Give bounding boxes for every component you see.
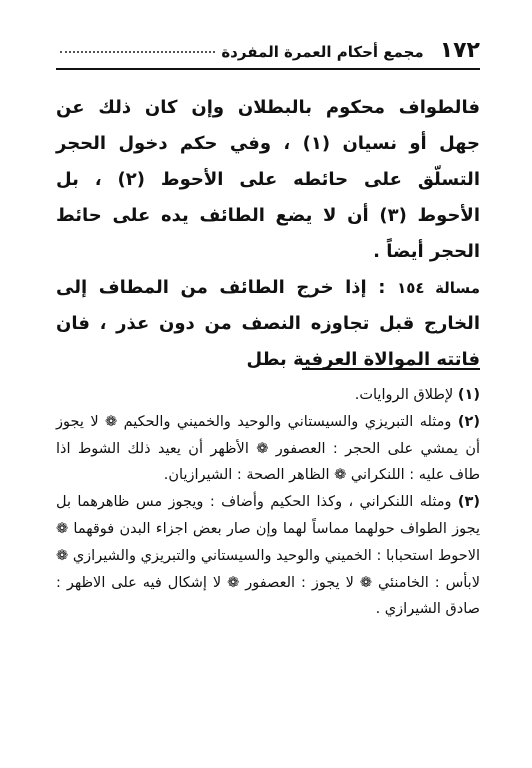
footnote-text: لإطلاق الروايات.: [354, 387, 454, 403]
footnote-1: [56, 382, 480, 409]
footnote-2: [56, 409, 480, 489]
footnote-text: ومثله اللنكراني ، وكذا الحكيم وأضاف : ويجوز مس ظاهرهما بل يجوز الطواف حولهما مماساً لهما وإن صار بعض اجزاء البدن فوقهما ❁ الاحوط استحبابا : الخميني والوحيد والسيستاني والتبريزي والشيرازي ❁ لابأس : الخامنئي ❁ لا يجوز : العصفور ❁ لا إشكال فيه على الاظهر : صادق الشيرازي .: [56, 494, 480, 618]
issue-label: مسالة ١٥٤: [397, 279, 480, 297]
main-paragraph: فالطواف محكوم بالبطلان وإن كان ذلك عن جهل أو نسيان (١) ، وفي حكم دخول الحجر التسلّق على حائطه على الأحوط (٢) ، بل الأحوط (٣) أن لا يضع الطائف يده على حائط الحجر أيضاً .: [56, 97, 480, 262]
issue-text: : إذا خرج الطائف من المطاف إلى الخارج قبل تجاوزه النصف من دون عذر ، فان فاتته الموالاة العرفية بطل: [56, 277, 480, 370]
page-number: ١٧٢: [439, 38, 480, 63]
issue-paragraph: [56, 270, 480, 378]
footnote-text: ومثله التبريزي والسيستاني والوحيد والخميني والحكيم ❁ لا يجوز أن يمشي على الحجر : العصفور ❁ الأظهر أن يعيد ذلك الشوط اذا طاف عليه : اللنكراني ❁ الظاهر الصحة : الشيرازيان.: [56, 413, 480, 484]
footnote-separator: [302, 368, 480, 370]
footnotes: [56, 382, 480, 623]
running-title: مجمع أحكام العمرة المفردة: [221, 43, 424, 61]
footnote-3: [56, 489, 480, 623]
footnote-number: (٣): [457, 494, 481, 511]
header-dotted-leader: [60, 51, 215, 53]
footnote-number: (٢): [457, 413, 480, 430]
footnote-number: (١): [457, 387, 480, 403]
main-text: [56, 90, 480, 378]
page-header: [56, 38, 480, 70]
